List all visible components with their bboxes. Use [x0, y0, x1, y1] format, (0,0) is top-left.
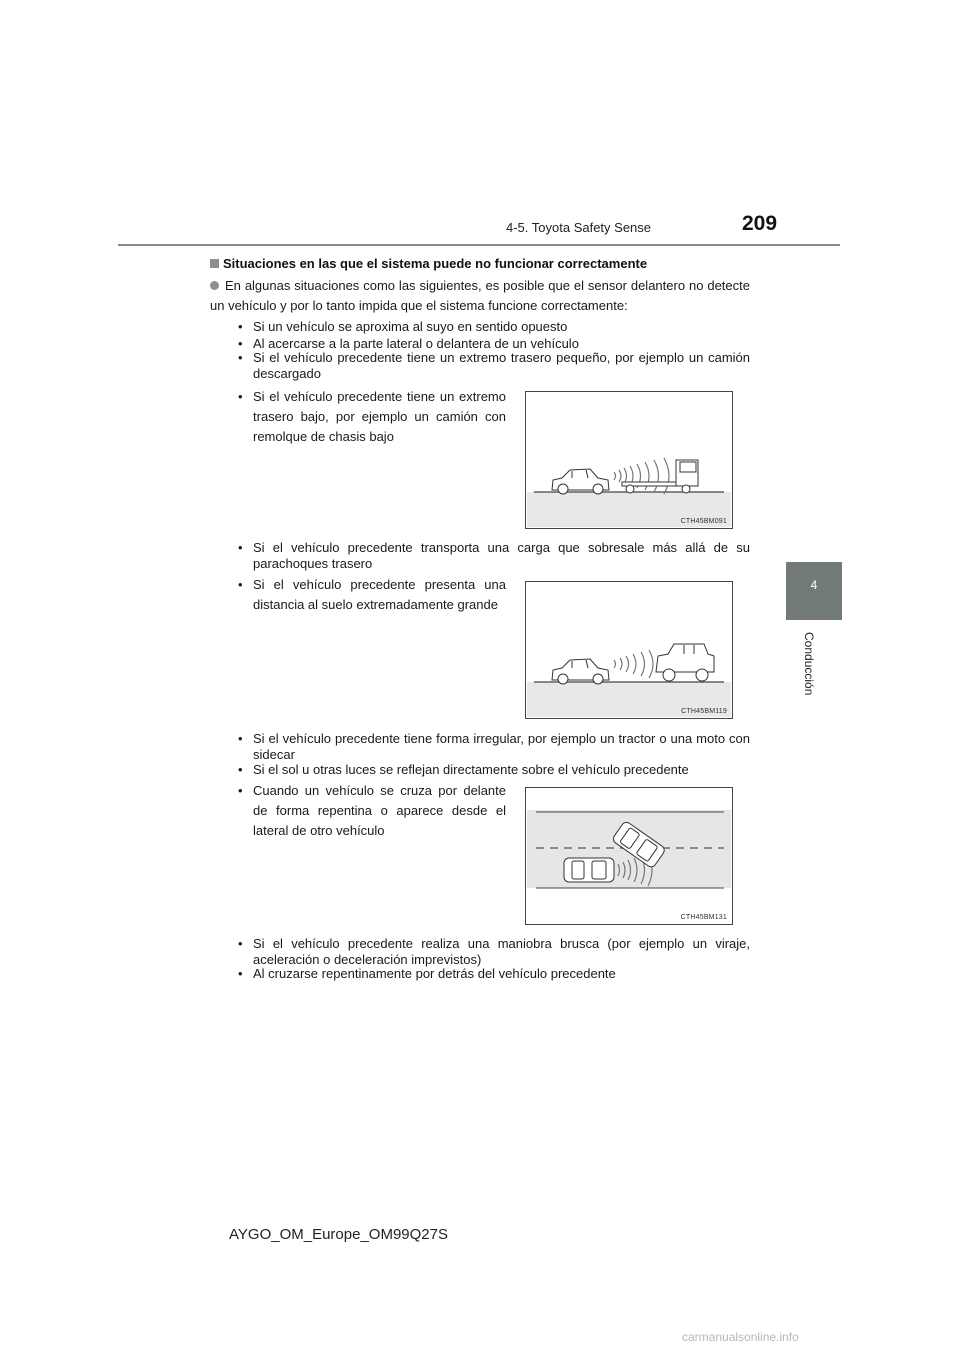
figure-low-trailer: [525, 391, 733, 529]
section-heading: [210, 256, 647, 271]
list-item: [238, 936, 750, 968]
list-item-text: Si el vehículo precedente tiene un extremo trasero bajo, por ejemplo un camión con remolque de chasis bajo: [253, 389, 506, 444]
bullet-marker: •: [238, 731, 243, 746]
circle-bullet-icon: [210, 281, 219, 290]
figure-code: CTH45BM119: [681, 708, 727, 715]
list-item-text: Cuando un vehículo se cruza por delante de forma repentina o aparece desde el lateral de otro vehículo: [253, 783, 506, 838]
intro-paragraph: [210, 276, 750, 316]
header-section-title: 4-5. Toyota Safety Sense: [506, 220, 652, 235]
watermark: carmanualsonline.info: [682, 1330, 799, 1344]
bullet-marker: •: [238, 966, 243, 981]
car-top-view-icon: [564, 858, 614, 882]
list-item-text: Al cruzarse repentinamente por detrás del vehículo precedente: [253, 966, 616, 981]
list-item: [238, 781, 506, 841]
list-item: [238, 319, 750, 335]
bullet-marker: •: [238, 319, 243, 334]
bullet-marker: •: [238, 336, 243, 351]
square-bullet-icon: [210, 259, 219, 268]
car-icon: [552, 469, 609, 494]
list-item-text: Al acercarse a la parte lateral o delantera de un vehículo: [253, 336, 579, 351]
page-number: 209: [742, 212, 778, 235]
list-item-text: Si un vehículo se aproxima al suyo en sentido opuesto: [253, 319, 568, 334]
bullet-marker: •: [238, 389, 243, 404]
bullet-marker: •: [238, 936, 243, 951]
high-clearance-illustration: [526, 582, 732, 718]
list-item: [238, 966, 750, 982]
list-item-text: Si el sol u otras luces se reflejan directamente sobre el vehículo precedente: [253, 762, 689, 777]
bullet-marker: •: [238, 762, 243, 777]
list-item-text: Si el vehículo precedente transporta una carga que sobresale más allá de su parachoques trasero: [253, 540, 750, 571]
bullet-marker: •: [238, 350, 243, 365]
list-item: [238, 350, 750, 382]
footer-doc-id: AYGO_OM_Europe_OM99Q27S: [229, 1226, 448, 1243]
cut-in-illustration: [526, 788, 732, 924]
car-icon: [552, 659, 609, 684]
list-item-text: Si el vehículo precedente realiza una maniobra brusca (por ejemplo un viraje, aceleración o deceleración imprevistos): [253, 936, 750, 967]
header-divider: [118, 244, 840, 246]
section-heading-text: Situaciones en las que el sistema puede no funcionar correctamente: [223, 256, 648, 271]
list-item: [238, 540, 750, 572]
bullet-marker: •: [238, 577, 243, 592]
chapter-tab-label: Conducción: [802, 632, 816, 696]
side-strip: [786, 246, 842, 562]
bullet-marker: •: [238, 540, 243, 555]
figure-code: CTH45BM091: [680, 518, 727, 525]
list-item: [238, 387, 506, 447]
list-item: [238, 762, 750, 778]
list-item-text: Si el vehículo precedente presenta una distancia al suelo extremadamente grande: [253, 577, 506, 612]
suv-icon: [656, 644, 714, 681]
radar-waves-icon: [614, 458, 669, 494]
figure-high-clearance: [525, 581, 733, 719]
intro-text: En algunas situaciones como las siguientes, es posible que el sensor delantero no detecte un vehículo y por lo tanto impida que el sistema funcione correctamente:: [210, 278, 750, 313]
list-item: [238, 731, 750, 763]
radar-waves-icon: [614, 650, 653, 678]
low-trailer-illustration: [526, 392, 732, 528]
chapter-tab-number: 4: [810, 578, 818, 592]
figure-code: CTH45BM131: [680, 914, 727, 921]
figure-cut-in: [525, 787, 733, 925]
bullet-marker: •: [238, 783, 243, 798]
list-item: [238, 575, 506, 615]
list-item-text: Si el vehículo precedente tiene forma irregular, por ejemplo un tractor o una moto con sidecar: [253, 731, 750, 762]
list-item-text: Si el vehículo precedente tiene un extremo trasero pequeño, por ejemplo un camión descargado: [253, 350, 750, 381]
